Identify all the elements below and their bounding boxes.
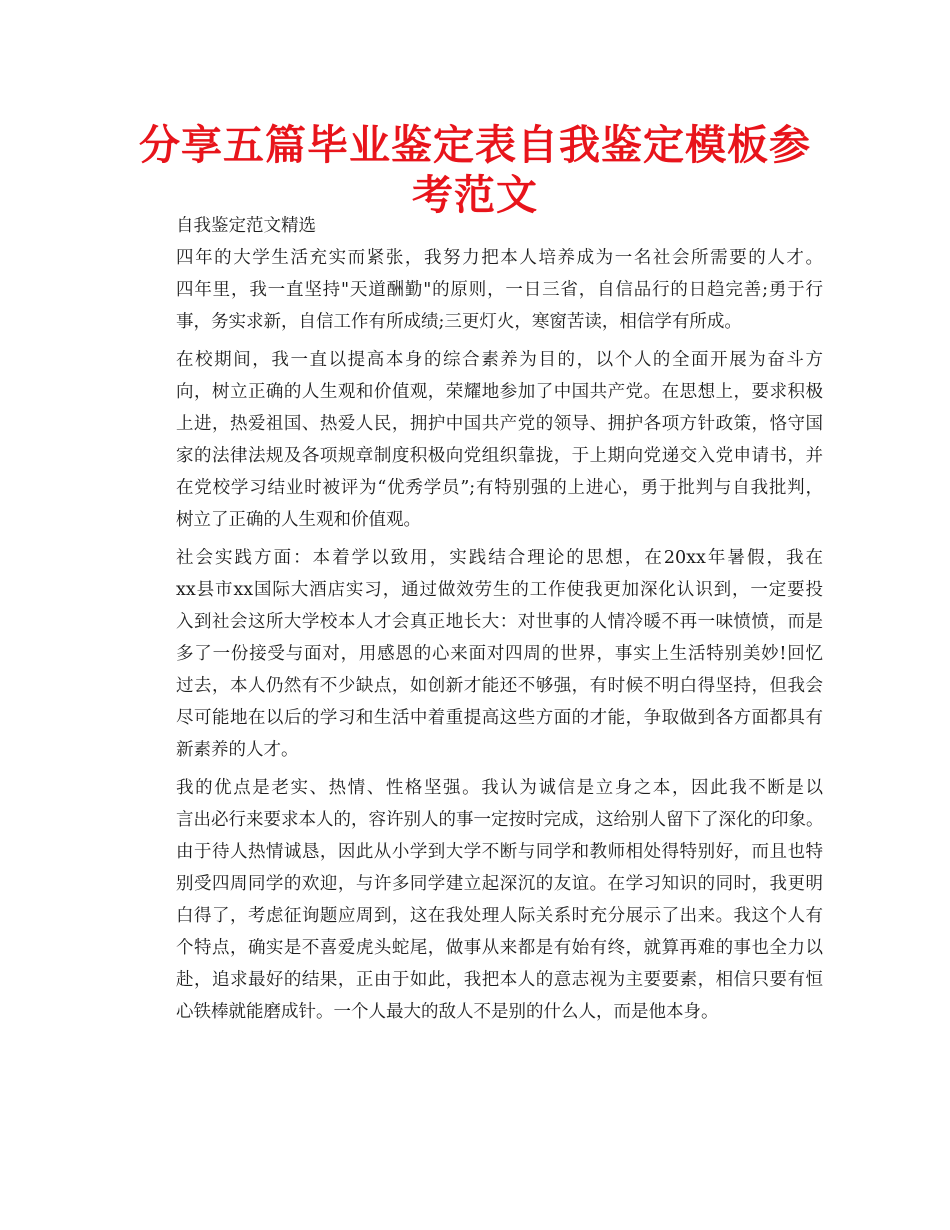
text-line: 事，务实求新，自信工作有所成绩;三更灯火，寒窗苦读，相信学有所成。	[176, 312, 742, 332]
text-line: 在党校学习结业时被评为“优秀学员”;有特别强的上进心，勇于批判与自我批判，	[176, 478, 823, 498]
text-line: 新素养的人才。	[176, 740, 299, 760]
text-line: 四年里，我一直坚持"天道酬勤"的原则，一日三省，自信品行的日趋完善;勇于行	[176, 280, 823, 300]
text-line: xx县市xx国际大酒店实习，通过做效劳生的工作使我更加深化认识到，一定要投	[176, 580, 823, 600]
text-line: 四年的大学生活充实而紧张，我努力把本人培养成为一名社会所需要的人才。	[176, 248, 823, 268]
text-line: 别受四周同学的欢迎，与许多同学建立起深沉的友谊。在学习知识的同时，我更明	[176, 874, 823, 894]
text-line: 社会实践方面：本着学以致用，实践结合理论的思想，在20xx年暑假，我在	[176, 548, 823, 568]
text-line: 白得了，考虑征询题应周到，这在我处理人际关系时充分展示了出来。我这个人有	[176, 906, 823, 926]
text-line: 心铁棒就能磨成针。一个人最大的敌人不是别的什么人，而是他本身。	[176, 1002, 719, 1022]
document-subtitle: 自我鉴定范文精选	[176, 216, 316, 236]
text-line: 言出必行来要求本人的，容许别人的事一定按时完成，这给别人留下了深化的印象。	[176, 810, 824, 830]
paragraph-2	[141, 344, 823, 536]
text-line: 过去，本人仍然有不少缺点，如创新才能还不够强，有时候不明白得坚持，但我会	[176, 676, 823, 696]
document-body	[141, 210, 823, 1034]
text-line: 我的优点是老实、热情、性格坚强。我认为诚信是立身之本，因此我不断是以	[176, 778, 823, 798]
text-line: 尽可能地在以后的学习和生活中着重提高这些方面的才能，争取做到各方面都具有	[176, 708, 823, 728]
text-line: 向，树立正确的人生观和价值观，荣耀地参加了中国共产党。在思想上，要求积极	[176, 382, 823, 402]
text-line: 个特点，确实是不喜爱虎头蛇尾，做事从来都是有始有终，就算再难的事也全力以	[176, 938, 823, 958]
text-line: 入到社会这所大学校本人才会真正地长大：对世事的人情冷暖不再一味愤愤，而是	[176, 612, 823, 632]
text-line: 家的法律法规及各项规章制度积极向党组织靠拢，于上期向党递交入党申请书，并	[176, 446, 823, 466]
text-line: 赴，追求最好的结果，正由于如此，我把本人的意志视为主要要素，相信只要有恒	[176, 970, 823, 990]
document-title: 分享五篇毕业鉴定表自我鉴定模板参考范文	[139, 121, 811, 219]
text-line: 由于待人热情诚恳，因此从小学到大学不断与同学和教师相处得特别好，而且也特	[176, 842, 823, 862]
text-line: 上进，热爱祖国、热爱人民，拥护中国共产党的领导、拥护各项方针政策，恪守国	[176, 414, 823, 434]
paragraph-3	[141, 542, 823, 766]
paragraph-4	[141, 772, 823, 1028]
text-line: 树立了正确的人生观和价值观。	[176, 510, 421, 530]
text-line: 在校期间，我一直以提高本身的综合素养为目的，以个人的全面开展为奋斗方	[176, 350, 823, 370]
paragraph-1	[141, 242, 823, 338]
text-line: 多了一份接受与面对，用感恩的心来面对四周的世界，事实上生活特别美妙!回忆	[176, 644, 823, 664]
